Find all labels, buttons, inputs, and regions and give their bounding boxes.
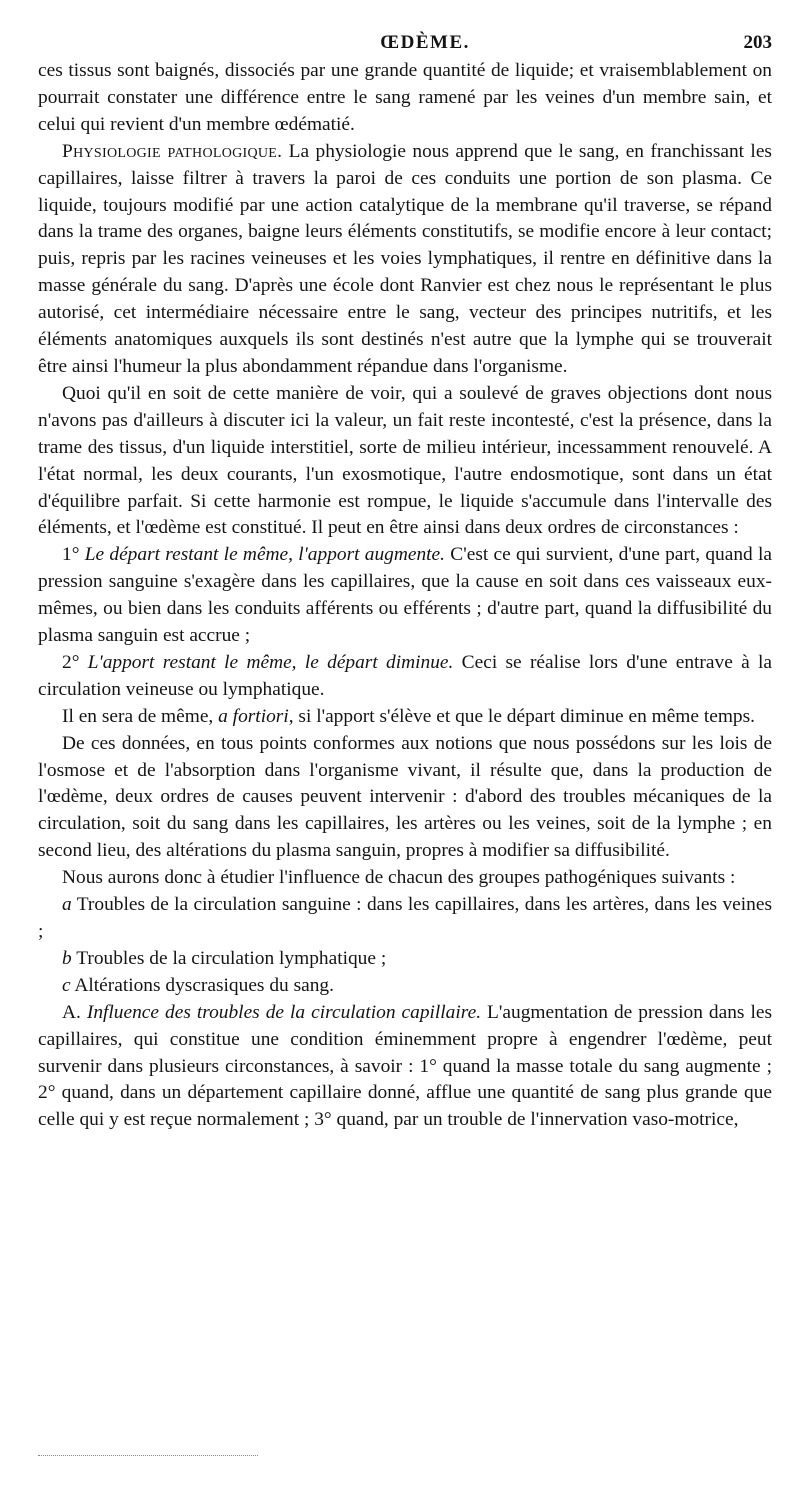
book-page [38,24,772,1134]
paragraph [38,704,772,731]
text-run: A. [62,1001,87,1023]
paragraph [38,542,772,650]
paragraph [38,381,772,542]
text-run: ces tissus sont baignés, dissociés par une grande quantité de liquide; et vraisemblablement on pourrait constater une différence entre le sang ramené par les veines d'un membre sain, et celui qui revient d'un membre œdématié. [38,60,772,135]
section-heading: Physiologie pathologique. [62,140,283,162]
italic-phrase: Le départ restant le même, l'apport augmente. [84,544,446,566]
text-run: 1° [62,544,85,566]
paragraph [38,1000,772,1135]
text-run: De ces données, en tous points conformes aux notions que nous possédons sur les lois de l'osmose et de l'absorption dans l'organisme vivant, il résulte que, dans la production de l'œdème, deux ordres de causes peuvent intervenir : d'abord des troubles mécaniques de la circulation, soit du sang dans les capillaires, les artères ou les veines, soit de la lymphe ; en second lieu, des altérations du plasma sanguin, propres à modifier sa diffusibilité. [38,732,772,862]
paragraph [38,139,772,381]
running-title: ŒDÈME. [380,32,470,53]
text-run: Il en sera de même, [62,705,219,727]
text-run: Troubles de la circulation lymphatique ; [71,947,387,969]
page-header [38,24,772,58]
text-run: , si l'apport s'élève et que le départ diminue en même temps. [288,705,756,727]
text-run: Nous aurons donc à étudier l'influence de chacun des groupes pathogéniques suivants : [62,867,736,889]
paragraph [38,892,772,946]
paragraph [38,650,772,704]
text-run: 2° [62,651,88,673]
paragraph [38,58,772,139]
text-run: Troubles de la circulation sanguine : dans les capillaires, dans les artères, dans les veines ; [38,894,772,942]
italic-phrase: L'apport restant le même, le départ diminue. [87,651,454,673]
italic-phrase: a fortiori [218,705,289,727]
text-run: Altérations dyscrasiques du sang. [70,974,334,996]
footer-rule [38,1455,258,1456]
paragraph [38,865,772,892]
paragraph [38,731,772,866]
italic-phrase: b [62,947,72,969]
text-run: L'augmentation de pression dans les capillaires, qui constitue une condition éminemment propre à engendrer l'œdème, peut survenir dans plusieurs circonstances, à savoir : 1° quand la masse totale du sang augmente ; 2° quand, dans un département capillaire donné, afflue une quantité de sang plus grande que celle qui y est reçue normalement ; 3° quand, par un trouble de l'innervation vaso-motrice, [38,1001,772,1131]
text-run: La physiologie nous apprend que le sang, en franchissant les capillaires, laisse filtrer à travers la paroi de ces conduits une portion de son plasma. Ce liquide, toujours modifié par une action catalytique de la membrane qu'il traverse, se répand dans la trame des organes, baigne leurs éléments constitutifs, se modifie encore à leur contact; puis, repris par les racines veineuses et les voies lymphatiques, il rentre en définitive dans la masse générale du sang. D'après une école dont Ranvier est chez nous le représentant le plus autorisé, cet intermédiaire nécessaire entre le sang, vecteur des principes nutritifs, et les éléments anatomiques auxquels ils sont destinés n'est autre que la lymphe qui se trouverait être ainsi l'humeur la plus abondamment répandue dans l'organisme. [38,140,772,377]
text-run: Ceci se réalise lors d'une entrave à la circulation veineuse ou lymphatique. [38,651,773,700]
text-run: Quoi qu'il en soit de cette manière de voir, qui a soulevé de graves objections dont nous n'avons pas d'ailleurs à discuter ici la valeur, un fait reste incontesté, c'est la présence, dans la trame des tissus, d'un liquide interstitiel, sorte de milieu intérieur, incessamment renouvelé. A l'état normal, les deux courants, l'un exosmotique, l'autre endosmotique, sont dans un état d'équilibre parfait. Si cette harmonie est rompue, le liquide s'accumule dans l'intervalle des éléments, et l'œdème est constitué. Il peut en être ainsi dans deux ordres de circonstances : [38,382,772,539]
paragraph [38,973,772,1000]
paragraph [38,946,772,973]
body-text [38,58,772,1134]
italic-phrase: c [62,974,71,996]
page-number: 203 [743,32,772,53]
text-run: C'est ce qui survient, d'une part, quand la pression sanguine s'exagère dans les capillaires, que la cause en soit dans ces vaisseaux eux-mêmes, ou bien dans les conduits afférents ou efférents ; d'autre part, quand la diffusibilité du plasma sanguin est accrue ; [38,544,772,647]
italic-phrase: Influence des troubles de la circulation capillaire. [86,1001,482,1023]
italic-phrase: a [62,894,72,916]
